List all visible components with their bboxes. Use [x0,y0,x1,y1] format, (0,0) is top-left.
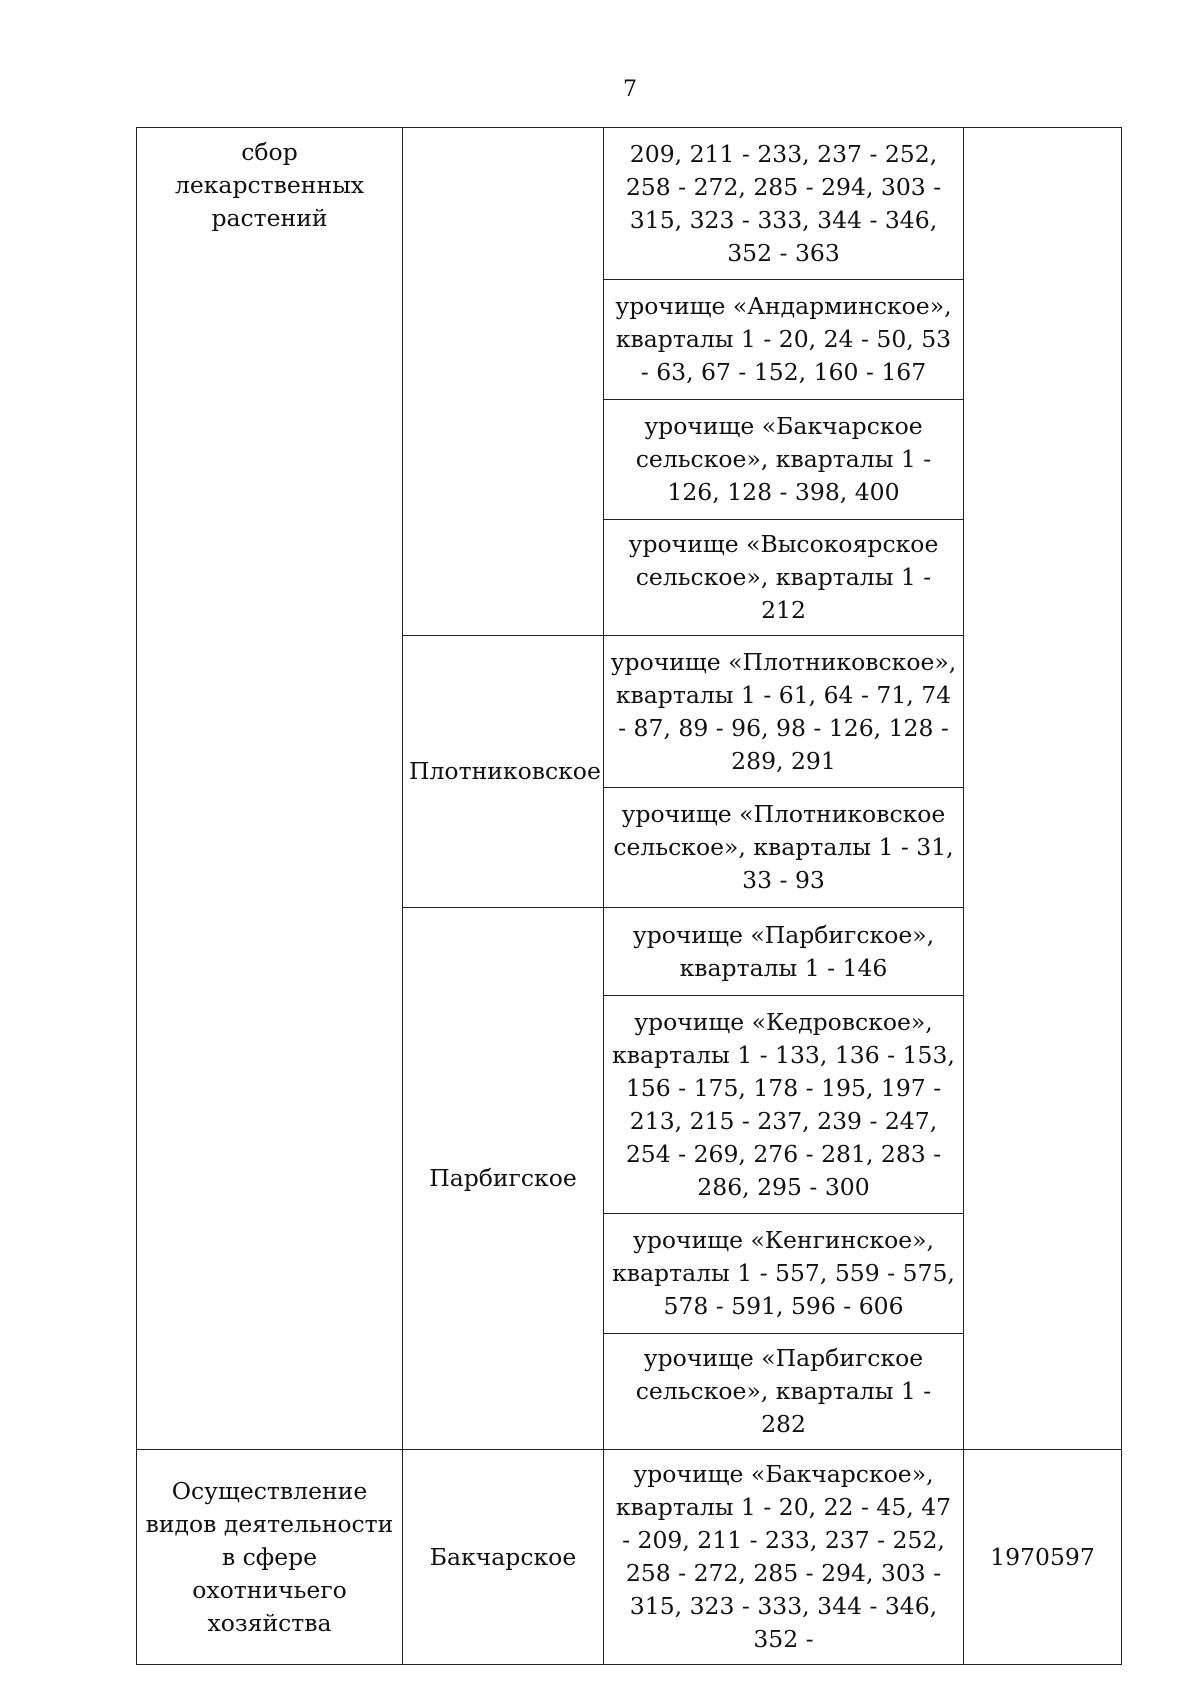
location-cell: урочище «Плотниковское», кварталы 1 - 61, 64 - 71, 74 - 87, 89 - 96, 98 - 126, 128 - 289, 291 [604,636,964,788]
forestry-cell [403,128,604,636]
location-cell: урочище «Бакчарское сельское», кварталы 1 - 126, 128 - 398, 400 [604,400,964,520]
forestry-cell: Парбигское [403,908,604,1450]
table-row [137,128,1122,280]
location-cell: урочище «Парбигское сельское», кварталы 1 - 282 [604,1334,964,1450]
page-number: 7 [623,77,637,102]
area-cell [964,128,1122,1450]
activity-cell: Осуществление видов деятельности в сфере охотничьего хозяйства [137,1450,403,1665]
location-cell: урочище «Андарминское», кварталы 1 - 20, 24 - 50, 53 - 63, 67 - 152, 160 - 167 [604,280,964,400]
activity-cell: сбор лекарственных растений [137,128,403,1450]
location-cell: урочище «Кедровское», кварталы 1 - 133, 136 - 153, 156 - 175, 178 - 195, 197 - 213, 215 - 237, 239 - 247, 254 - 269, 276 - 281, 283 - 286, 295 - 300 [604,996,964,1214]
location-cell: урочище «Высокоярское сельское», кварталы 1 - 212 [604,520,964,636]
location-cell: урочище «Кенгинское», кварталы 1 - 557, 559 - 575, 578 - 591, 596 - 606 [604,1214,964,1334]
forestry-cell: Бакчарское [403,1450,604,1665]
location-cell: 209, 211 - 233, 237 - 252, 258 - 272, 285 - 294, 303 - 315, 323 - 333, 344 - 346, 352 - 363 [604,128,964,280]
area-cell: 1970597 [964,1450,1122,1665]
forest-plots-table [136,127,1122,1665]
forestry-cell: Плотниковское [403,636,604,908]
location-cell: урочище «Бакчарское», кварталы 1 - 20, 22 - 45, 47 - 209, 211 - 233, 237 - 252, 258 - 272, 285 - 294, 303 - 315, 323 - 333, 344 - 346, 352 - [604,1450,964,1665]
location-cell: урочище «Плотниковское сельское», кварталы 1 - 31, 33 - 93 [604,788,964,908]
location-cell: урочище «Парбигское», кварталы 1 - 146 [604,908,964,996]
table-row [137,1450,1122,1665]
